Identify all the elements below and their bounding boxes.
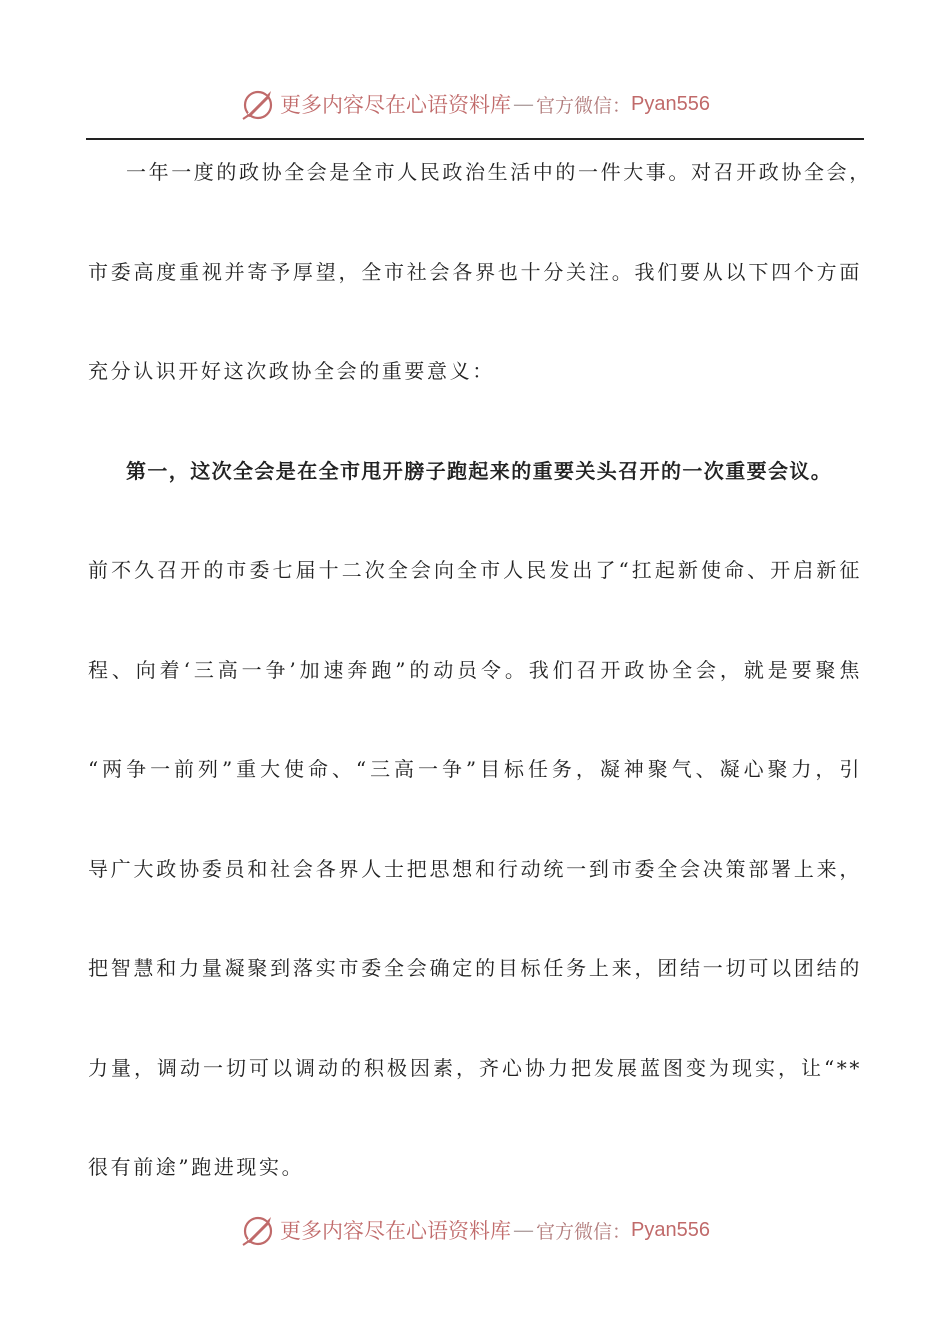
pen-logo-icon [240, 1212, 276, 1248]
paragraph-line: 导广大政协委员和社会各界人士把思想和行动统一到市委全会决策部署上来， [88, 856, 862, 881]
footer-banner [0, 1206, 950, 1254]
paragraph-line: 力量，调动一切可以调动的积极因素，齐心协力把发展蓝图变为现实，让“** [88, 1055, 862, 1080]
header-brand-text: 更多内容尽在心语资料库 [280, 93, 511, 117]
footer-wechat-label: 官方微信： [536, 1220, 632, 1243]
paragraph-line: 市委高度重视并寄予厚望，全市社会各界也十分关注。我们要从以下四个方面 [88, 259, 862, 284]
document-body [88, 147, 872, 1242]
paragraph-line: 充分认识开好这次政协全会的重要意义： [88, 359, 495, 383]
paragraph-line: 程、向着‘三高一争’加速奔跑”的动员令。我们召开政协全会，就是要聚焦 [88, 657, 862, 682]
footer-wechat-id: Pyan556 [631, 1218, 710, 1241]
header-dash: — [513, 92, 534, 116]
header-wechat-id: Pyan556 [631, 92, 710, 115]
paragraph-line: 很有前途”跑进现实。 [88, 1155, 305, 1179]
paragraph-line: 前不久召开的市委七届十二次全会向全市人民发出了“扛起新使命、开启新征 [88, 558, 862, 582]
header-divider [86, 138, 864, 140]
paragraph-line: 把智慧和力量凝聚到落实市委全会确定的目标任务上来，团结一切可以团结的 [88, 956, 862, 980]
paragraph-line: 一年一度的政协全会是全市人民政治生活中的一件大事。对召开政协全会， [126, 160, 872, 184]
header-wechat-label: 官方微信： [536, 94, 632, 117]
footer-dash: — [513, 1218, 534, 1242]
footer-brand-text: 更多内容尽在心语资料库 [280, 1219, 511, 1243]
paragraph-line: “两争一前列”重大使命、“三高一争”目标任务，凝神聚气、凝心聚力，引 [88, 757, 862, 781]
section-heading: 第一，这次全会是在全市甩开膀子跑起来的重要关头召开的一次重要会议。 [126, 458, 833, 483]
pen-logo-icon [240, 86, 276, 122]
header-banner [0, 80, 950, 128]
